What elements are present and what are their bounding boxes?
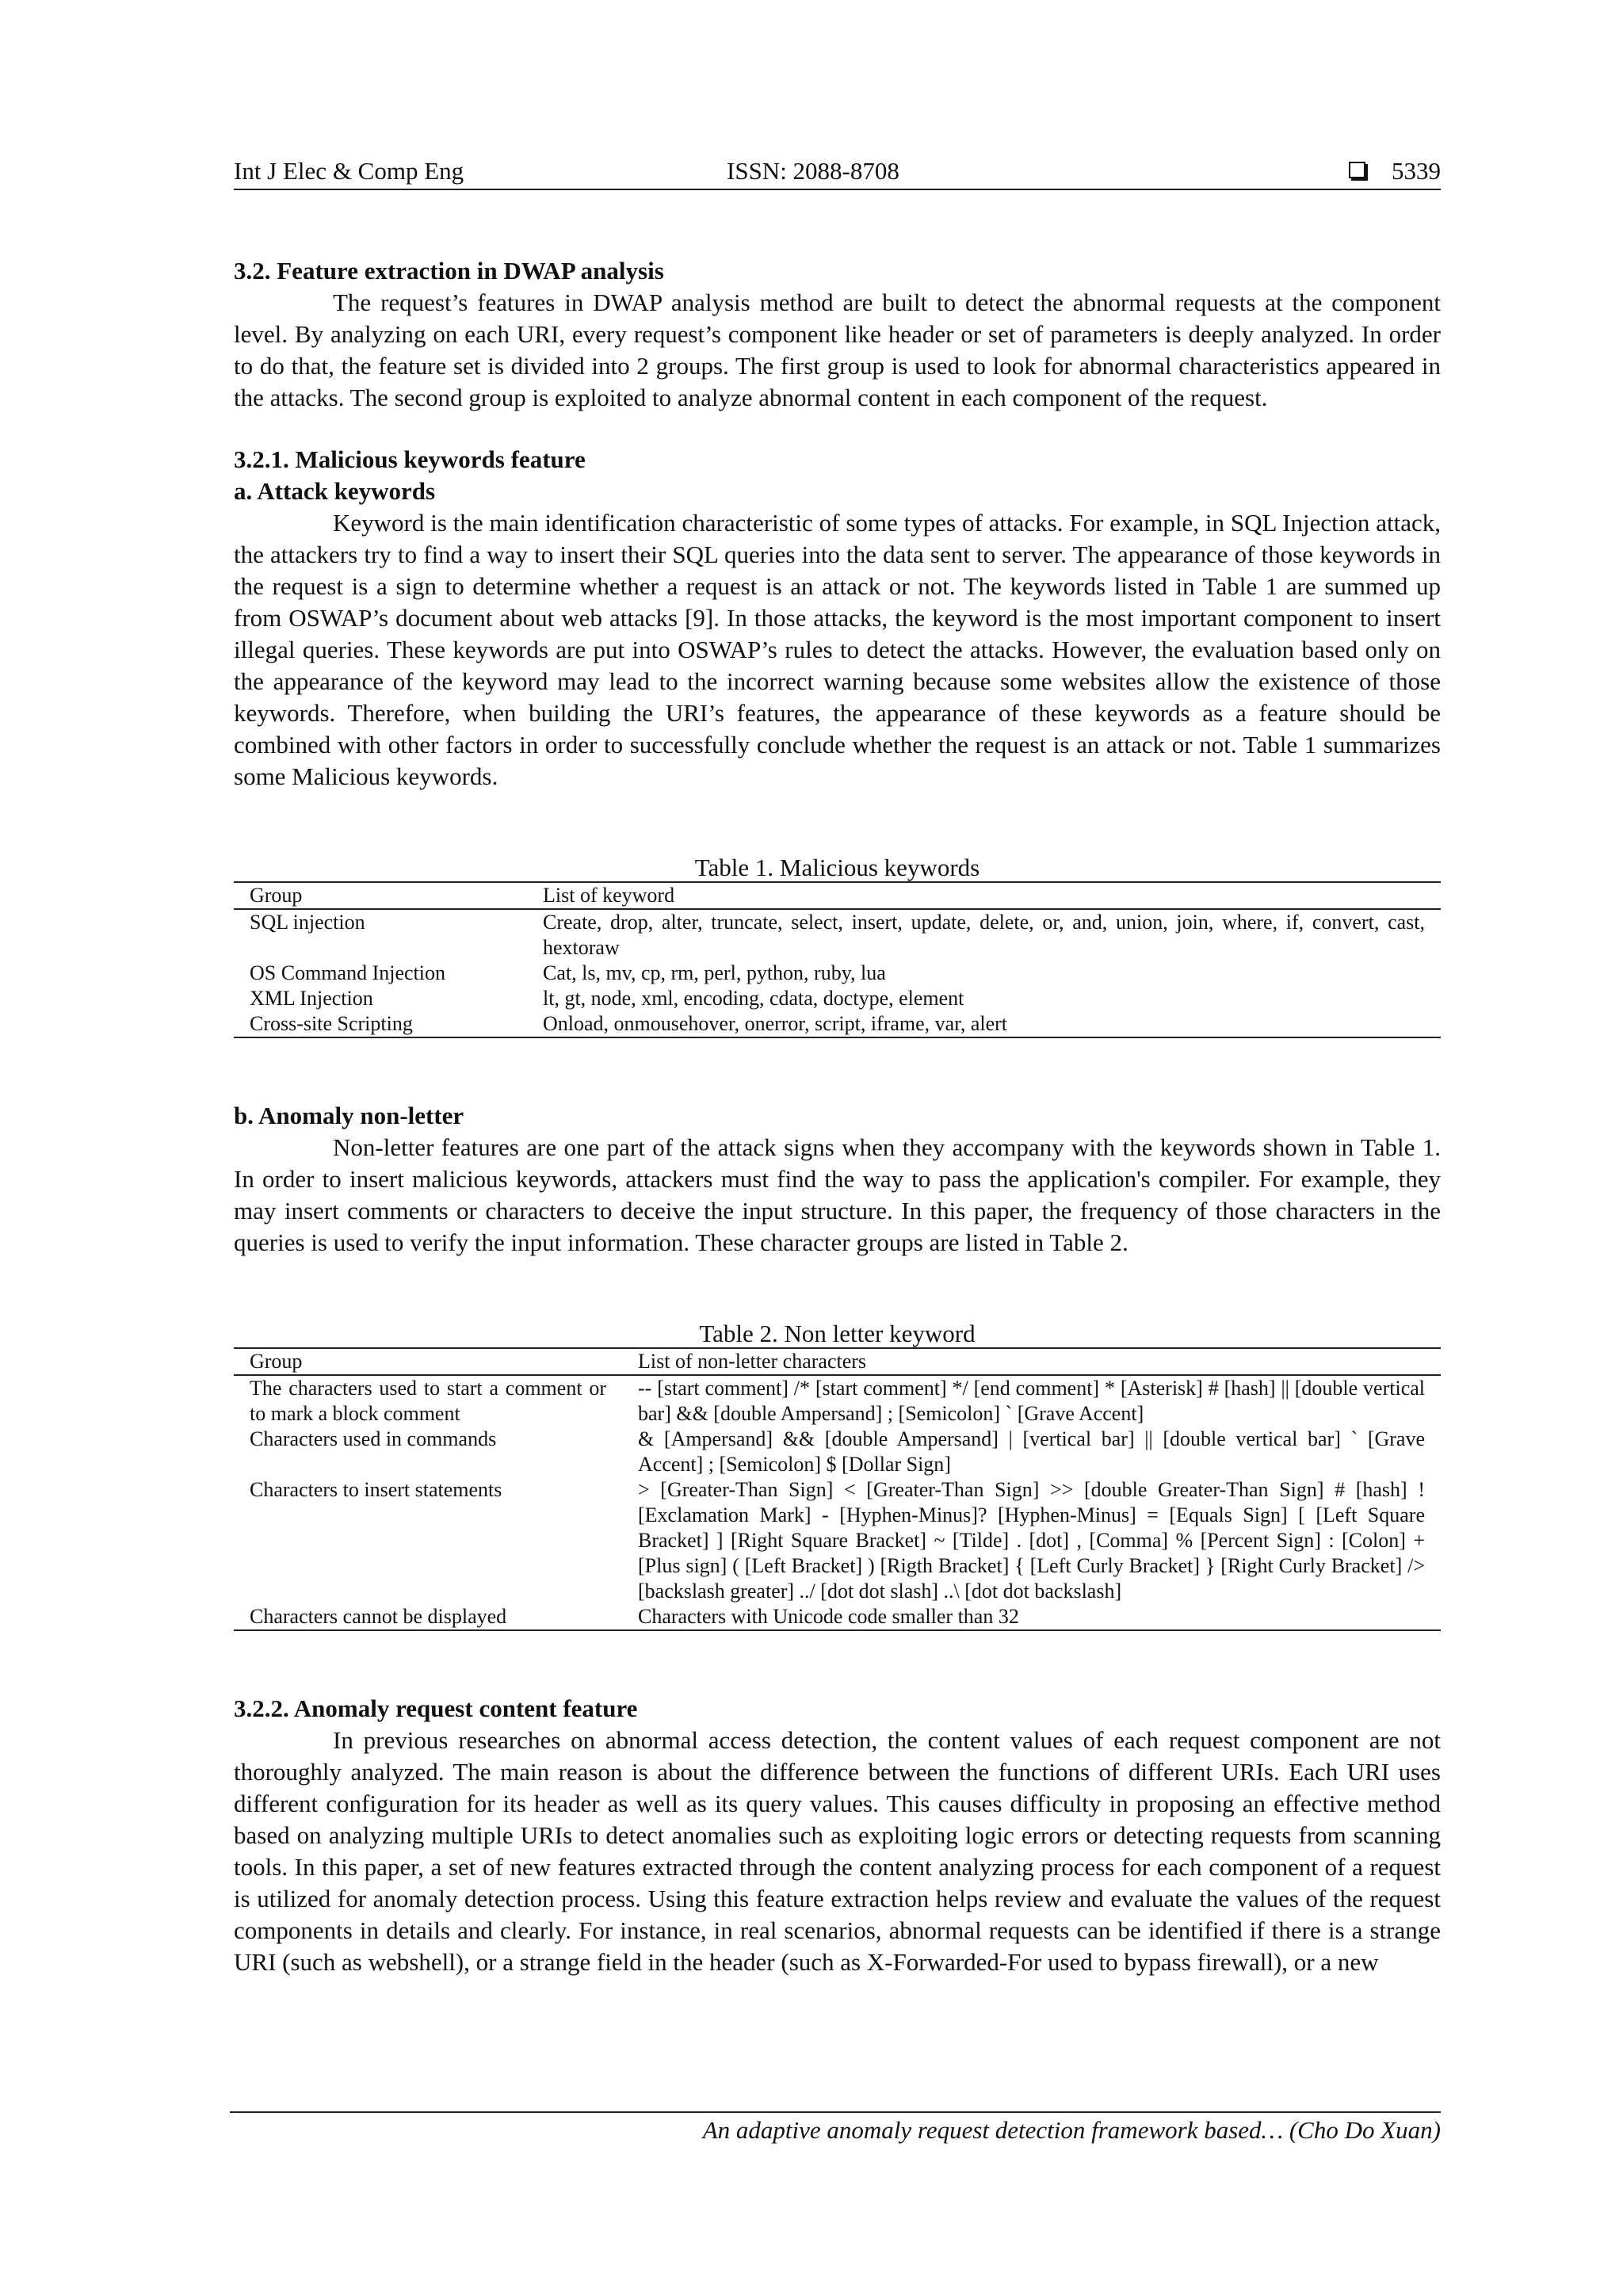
table-row [234, 986, 1441, 1011]
table-cell: The characters used to start a comment or to mark a block comment [250, 1377, 606, 1425]
column-header: List of keyword [527, 882, 1441, 909]
table-cell: Characters used in commands [250, 1427, 497, 1450]
table-header-row [234, 882, 1441, 909]
table-row [234, 909, 1441, 961]
table-row [234, 961, 1441, 986]
subsection-b-paragraph: Non-letter features are one part of the attack signs when they accompany with the keywords shown in Table 1. In order to insert malicious keywords, attackers must find the way to pass the application's compiler. For example, they may insert comments or characters to deceive the input structure. In this paper, the frequency of those characters in the queries is used to verify the input information. These character groups are listed in Table 2. [234, 1133, 1441, 1256]
table-cell: Cross-site Scripting [250, 1012, 413, 1035]
table-2 [234, 1347, 1441, 1631]
body-content [234, 255, 1441, 1978]
table-cell: SQL injection [250, 911, 365, 934]
table-2-caption: Table 2. Non letter keyword [699, 1320, 976, 1347]
section-heading-3-2-2: 3.2.2. Anomaly request content feature [234, 1694, 638, 1722]
section-heading-3-2: 3.2. Feature extraction in DWAP analysis [234, 257, 664, 285]
subsection-heading-a: a. Attack keywords [234, 477, 436, 505]
table-1 [234, 881, 1441, 1038]
page-number: 5339 [1392, 157, 1441, 185]
table-cell: Characters cannot be displayed [250, 1605, 507, 1628]
table-cell: XML Injection [250, 987, 373, 1010]
table-cell: lt, gt, node, xml, encoding, cdata, doctype, element [543, 987, 964, 1010]
subsection-heading-b: b. Anomaly non-letter [234, 1102, 464, 1129]
table-cell: Cat, ls, mv, cp, rm, perl, python, ruby, lua [543, 961, 886, 984]
subsection-a-paragraph: Keyword is the main identification characteristic of some types of attacks. For example, in SQL Injection attack, the attackers try to find a way to insert their SQL queries into the data sent to server. The appearance of those keywords in the request is a sign to determine whether a request is an attack or not. The keywords listed in Table 1 are summed up from OSWAP’s document about web attacks [9]. In those attacks, the keyword is the most important component to insert illegal queries. These keywords are put into OSWAP’s rules to detect the attacks. However, the evaluation based only on the appearance of the keyword may lead to the incorrect warning because some websites allow the existence of those keywords. Therefore, when building the URI’s features, the appearance of these keywords as a feature should be combined with other factors in order to successfully conclude whether the request is an attack or not. Table 1 summarizes some Malicious keywords. [234, 509, 1441, 790]
table-cell: Characters to insert statements [250, 1478, 502, 1501]
table-cell: OS Command Injection [250, 961, 445, 984]
column-header: List of non-letter characters [622, 1348, 1441, 1375]
journal-name: Int J Elec & Comp Eng [234, 157, 464, 185]
checkbox-square-icon [1349, 162, 1365, 178]
table-cell: > [Greater-Than Sign] < [Greater-Than Sign] >> [double Greater-Than Sign] # [hash] ! [Exclamation Mark] - [Hyphen-Minus]? [Hyphen-Minus] = [Equals Sign] [ [Left Square Bracket] ] [Right Square Bracket] ~ [Tilde] . [dot] , [Comma] % [Percent Sign] : [Colon] + [Plus sign] ( [Left Bracket] ) [Rigth Bracket] { [Left Curly Bracket] } [Right Curly Bracket] /> [backslash greater] ../ [dot dot slash] ..\ [dot dot backslash] [638, 1478, 1425, 1603]
table-row [234, 1375, 1441, 1427]
table-row [234, 1604, 1441, 1630]
table-row [234, 1477, 1441, 1604]
table-cell: Create, drop, alter, truncate, select, insert, update, delete, or, and, union, join, where, if, convert, cast, hextoraw [543, 911, 1425, 959]
table-1-caption: Table 1. Malicious keywords [694, 854, 980, 881]
table-row [234, 1011, 1441, 1037]
running-footer: An adaptive anomaly request detection framework based… (Cho Do Xuan) [230, 2111, 1441, 2145]
section-heading-3-2-1: 3.2.1. Malicious keywords feature [234, 445, 586, 473]
table-cell: Onload, onmousehover, onerror, script, iframe, var, alert [543, 1012, 1008, 1035]
table-header-row [234, 1348, 1441, 1375]
running-header [234, 154, 1441, 190]
table-cell: & [Ampersand] && [double Ampersand] | [vertical bar] || [double vertical bar] ` [Grave Accent] ; [Semicolon] $ [Dollar Sign] [638, 1427, 1425, 1476]
table-cell: Characters with Unicode code smaller than 32 [638, 1605, 1019, 1628]
section-3-2-paragraph: The request’s features in DWAP analysis method are built to detect the abnormal requests at the component level. By analyzing on each URI, every request’s component like header or set of parameters is deeply analyzed. In order to do that, the feature set is divided into 2 groups. The first group is used to look for abnormal characteristics appeared in the attacks. The second group is exploited to analyze abnormal content in each component of the request. [234, 288, 1441, 411]
issn: ISSN: 2088-8708 [727, 157, 899, 185]
table-cell: -- [start comment] /* [start comment] */ [end comment] * [Asterisk] # [hash] || [double vertical bar] && [double Ampersand] ; [Semicolon] ` [Grave Accent] [638, 1377, 1425, 1425]
section-3-2-2-paragraph: In previous researches on abnormal access detection, the content values of each request component are not thoroughly analyzed. The main reason is about the difference between the functions of different URIs. Each URI uses different configuration for its header as well as its query values. This causes difficulty in proposing an effective method based on analyzing multiple URIs to detect anomalies such as exploiting logic errors or detecting requests from scanning tools. In this paper, a set of new features extracted through the content analyzing process for each component of a request is utilized for anomaly detection process. Using this feature extraction helps review and evaluate the values of the request components in details and clearly. For instance, in real scenarios, abnormal requests can be identified if there is a strange URI (such as webshell), or a strange field in the header (such as X-Forwarded-For used to bypass firewall), or a new [234, 1726, 1441, 1976]
column-header: Group [234, 1348, 622, 1375]
table-row [234, 1427, 1441, 1477]
column-header: Group [234, 882, 527, 909]
